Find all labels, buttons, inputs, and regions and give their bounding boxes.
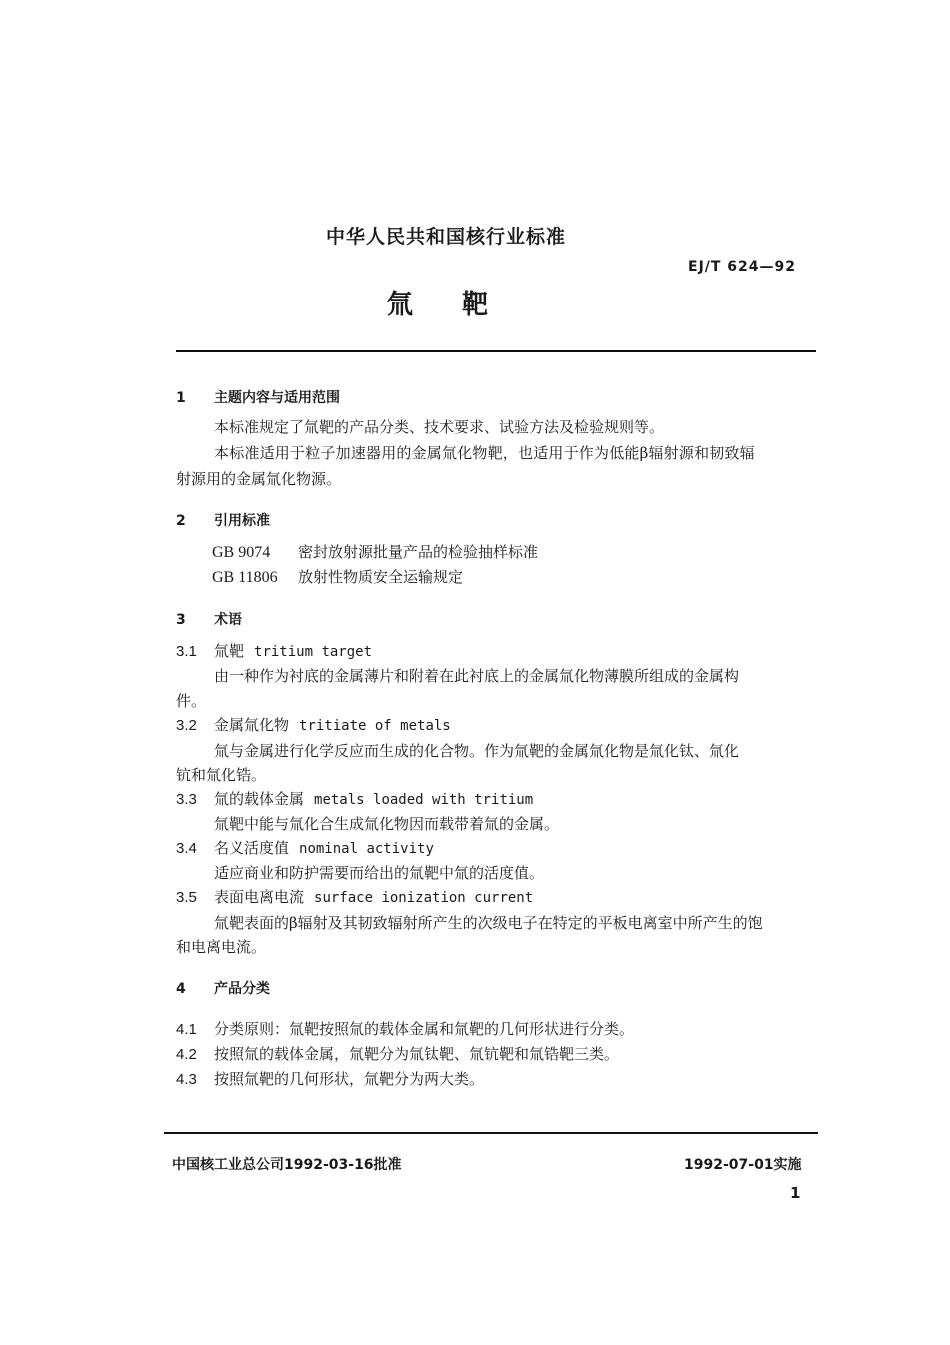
reference-item (212, 541, 538, 562)
term-definition-continuation: 件。 (176, 692, 207, 710)
header-rule (176, 350, 816, 352)
section-1-heading (176, 387, 340, 407)
term-item (176, 886, 533, 907)
term-chinese: 氚靶 (214, 642, 245, 660)
section-number: 4 (176, 981, 186, 997)
term-item (176, 714, 451, 735)
term-item (176, 640, 372, 661)
term-english: tritium target (254, 644, 373, 660)
item-text: 按照氚靶的几何形状，氚靶分为两大类。 (214, 1070, 485, 1088)
term-number: 3.1 (176, 643, 197, 660)
classification-item (176, 1018, 634, 1039)
term-number: 3.3 (176, 791, 197, 808)
term-definition-continuation: 钪和氚化锆。 (176, 766, 267, 784)
reference-item (212, 566, 463, 587)
reference-code: GB 9074 (212, 544, 271, 561)
section-title: 主题内容与适用范围 (214, 390, 340, 406)
paragraph-continuation: 射源用的金属氚化物源。 (176, 470, 342, 488)
paragraph: 本标准适用于粒子加速器用的金属氚化物靶，也适用于作为低能β辐射源和韧致辐 (214, 444, 755, 462)
section-3-heading (176, 609, 242, 629)
approval-line: 中国核工业总公司1992-03-16批准 (172, 1157, 402, 1173)
item-number: 4.2 (176, 1046, 197, 1063)
reference-code: GB 11806 (212, 569, 278, 586)
term-chinese: 金属氚化物 (214, 716, 290, 734)
classification-item (176, 1068, 484, 1089)
term-definition: 氚靶表面的β辐射及其韧致辐射所产生的次级电子在特定的平板电离室中所产生的饱 (214, 914, 763, 932)
section-4-heading (176, 978, 270, 998)
term-number: 3.4 (176, 840, 197, 857)
page-number: 1 (790, 1184, 801, 1202)
footer-rule (164, 1132, 818, 1134)
term-definition: 氚靶中能与氚化合生成氚化物因而载带着氚的金属。 (214, 815, 560, 833)
item-text: 按照氚的载体金属，氚靶分为氚钛靶、氚钪靶和氚锆靶三类。 (214, 1045, 620, 1063)
item-number: 4.1 (176, 1021, 197, 1038)
term-definition-continuation: 和电离电流。 (176, 938, 267, 956)
term-definition: 氚与金属进行化学反应而生成的化合物。作为氚靶的金属氚化物是氚化钛、氚化 (214, 742, 740, 760)
reference-title: 密封放射源批量产品的检验抽样标准 (298, 543, 539, 561)
term-item (176, 788, 533, 809)
section-title: 产品分类 (214, 981, 270, 997)
term-number: 3.5 (176, 889, 197, 906)
paragraph: 本标准规定了氚靶的产品分类、技术要求、试验方法及检验规则等。 (214, 418, 665, 436)
term-english: surface ionization current (314, 890, 534, 906)
reference-title: 放射性物质安全运输规定 (298, 568, 464, 586)
term-definition: 适应商业和防护需要而给出的氚靶中氚的活度值。 (214, 864, 545, 882)
classification-item (176, 1043, 619, 1064)
section-title: 术语 (214, 612, 242, 628)
term-english: tritiate of metals (299, 718, 451, 734)
term-definition: 由一种作为衬底的金属薄片和附着在此衬底上的金属氚化物薄膜所组成的金属构 (214, 667, 740, 685)
term-chinese: 氚的载体金属 (214, 790, 305, 808)
section-number: 1 (176, 390, 186, 406)
section-title: 引用标准 (214, 513, 270, 529)
term-chinese: 名义活度值 (214, 839, 290, 857)
document-title: 氚 靶 (387, 290, 489, 320)
item-number: 4.3 (176, 1071, 197, 1088)
standard-code: EJ/T 624—92 (688, 259, 797, 275)
section-number: 2 (176, 513, 186, 529)
term-english: metals loaded with tritium (314, 792, 534, 808)
term-number: 3.2 (176, 717, 197, 734)
term-chinese: 表面电离电流 (214, 888, 305, 906)
org-title: 中华人民共和国核行业标准 (326, 226, 567, 248)
effective-date: 1992-07-01实施 (684, 1157, 802, 1173)
term-item (176, 837, 434, 858)
section-2-heading (176, 510, 270, 530)
term-english: nominal activity (299, 841, 434, 857)
item-text: 分类原则：氚靶按照氚的载体金属和氚靶的几何形状进行分类。 (214, 1020, 635, 1038)
section-number: 3 (176, 612, 186, 628)
